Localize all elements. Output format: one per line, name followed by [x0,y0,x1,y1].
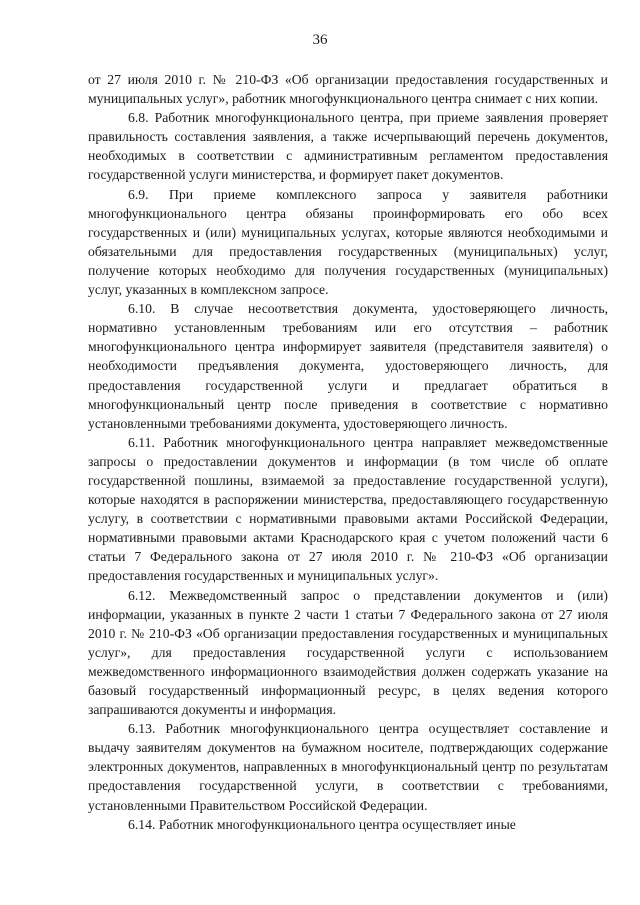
paragraph-6-10: 6.10. В случае несоответствия документа, удостоверяющего личность, нормативно установленным требованиям или его отсутствия – работник многофункционального центра информирует заявителя (представителя заявителя) о необходимости предъявления документа, удостоверяющего личность, для предоставления государственной услуги и предлагает обратиться в многофункциональный центр после приведения в соответствие с нормативно установленными требованиями документа, удостоверяющего личность. [88,301,608,431]
paragraph-6-12: 6.12. Межведомственный запрос о представлении документов и (или) информации, указанных в пункте 2 части 1 статьи 7 Федерального закона от 27 июля 2010 г. № 210-ФЗ «Об организации предоставления государственных и муниципальных услуг», для предоставления государственной услуги с использованием межведомственного информационного взаимодействия должен содержать указание на базовый государственный информационный ресурс, в целях ведения которого запрашиваются документы и информация. [88,587,608,718]
paragraph-6-9: 6.9. При приеме комплексного запроса у заявителя работники многофункционального центра обязаны проинформировать его обо всех государственных и (или) муниципальных услугах, которые являются необходимыми и обязательными для предоставления государственных (муниципальных) услуг, получение которых необходимо для получения государственных (муниципальных) услуг, указанных в комплексном запросе. [88,186,608,298]
paragraph-continuation: от 27 июля 2010 г. № 210-ФЗ «Об организации предоставления государственных и муниципальных услуг», работник многофункционального центра снимает с них копии. [88,72,608,107]
paragraph-6-8: 6.8. Работник многофункционального центра, при приеме заявления проверяет правильность составления заявления, а также исчерпывающий перечень документов, необходимых в соответствии с административным регламентом предоставления государственной услуги министерства, и формирует пакет документов. [88,110,608,183]
paragraph-6-11: 6.11. Работник многофункционального центра направляет межведомственные запросы о предоставлении документов и информации (в том числе об оплате государственной пошлины, взимаемой за предоставление государственной услуги), которые находятся в распоряжении министерства, предоставляющего государственную услугу, в соответствии с нормативными правовыми актами Российской Федерации, нормативными правовыми актами Краснодарского края с учетом положений части 6 статьи 7 Федерального закона от 27 июля 2010 г. № 210-ФЗ «Об организации предоставления государственных и муниципальных услуг». [88,434,608,584]
document-body [88,70,608,834]
page-number: 36 [312,32,328,48]
paragraph-6-14: 6.14. Работник многофункционального центра осуществляет иные [128,816,516,832]
paragraph-6-13: 6.13. Работник многофункционального центра осуществляет составление и выдачу заявителям документов на бумажном носителе, подтверждающих содержание электронных документов, направленных в многофункциональный центр по результатам предоставления государственной услуги, в соответствии с требованиями, установленными Правительством Российской Федерации. [88,721,608,813]
